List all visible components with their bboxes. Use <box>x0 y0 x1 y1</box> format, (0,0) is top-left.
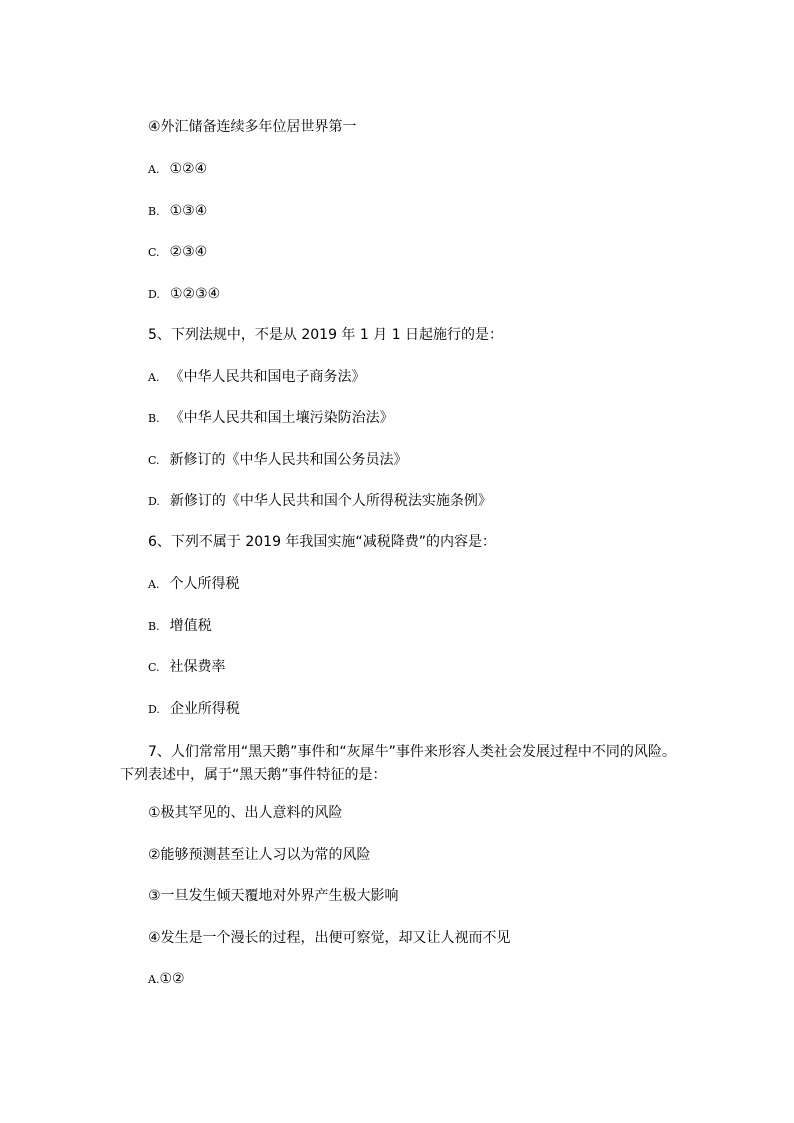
option-text: ①② <box>159 971 185 987</box>
option-letter: C. <box>148 661 160 674</box>
option-text: ①③④ <box>169 203 208 219</box>
option-letter: A. <box>148 578 160 591</box>
option-letter: B. <box>148 620 160 633</box>
option-text: 企业所得税 <box>169 701 240 717</box>
statement-text: ③一旦发生倾天覆地对外界产生极大影响 <box>148 888 399 904</box>
option-d <box>148 284 220 305</box>
statement-4 <box>148 117 357 137</box>
option-d <box>148 699 240 720</box>
option-text: 《中华人民共和国土壤污染防治法》 <box>169 410 394 426</box>
statement-text: ④发生是一个漫长的过程，出便可察觉，却又让人视而不见 <box>148 930 511 946</box>
option-letter: C. <box>148 454 160 467</box>
option-a <box>148 574 239 595</box>
option-letter: D. <box>148 288 160 301</box>
statement-3 <box>148 886 399 906</box>
option-text: 新修订的《中华人民共和国公务员法》 <box>169 452 408 468</box>
option-letter: C. <box>148 246 160 259</box>
question-text: 5、下列法规中，不是从 2019 年 1 月 1 日起施行的是： <box>148 327 504 343</box>
option-b <box>148 201 207 222</box>
question-6 <box>148 532 496 552</box>
option-letter: B. <box>148 205 160 218</box>
option-letter: D. <box>148 703 160 716</box>
option-text: ①②③④ <box>169 286 221 302</box>
option-text: 个人所得税 <box>169 576 240 592</box>
statement-1 <box>148 803 343 823</box>
option-letter: D. <box>148 495 160 508</box>
option-b <box>148 408 394 429</box>
option-text: 增值税 <box>169 618 212 634</box>
statement-text: ④外汇储备连续多年位居世界第一 <box>148 119 357 135</box>
option-text: 《中华人民共和国电子商务法》 <box>169 369 366 385</box>
option-a <box>148 159 207 180</box>
option-text: 新修订的《中华人民共和国个人所得税法实施条例》 <box>169 493 492 509</box>
option-text: 社保费率 <box>169 659 226 675</box>
statement-4 <box>148 928 511 948</box>
option-letter: B. <box>148 412 160 425</box>
statement-text: ②能够预测甚至让人习以为常的风险 <box>148 847 371 863</box>
option-letter: A. <box>148 371 160 384</box>
question-text: 6、下列不属于 2019 年我国实施“减税降费”的内容是： <box>148 534 496 550</box>
question-5 <box>148 325 503 345</box>
statement-2 <box>148 845 371 865</box>
option-text: ②③④ <box>169 244 208 260</box>
option-b <box>148 616 212 637</box>
option-a <box>148 969 185 990</box>
option-d <box>148 491 492 512</box>
option-a <box>148 367 365 388</box>
option-letter: A. <box>148 973 160 986</box>
statement-text: ①极其罕见的、出人意料的风险 <box>148 805 343 821</box>
option-letter: A. <box>148 163 160 176</box>
question-7-stem: 7、人们常常用“黑天鹅”事件和“灰犀牛”事件来形容人类社会发展过程中不同的风险。下列表述中，属于“黑天鹅”事件特征的是： <box>120 744 676 783</box>
option-c <box>148 450 408 471</box>
option-text: ①②④ <box>169 161 208 177</box>
option-c <box>148 657 226 678</box>
option-c <box>148 242 207 263</box>
